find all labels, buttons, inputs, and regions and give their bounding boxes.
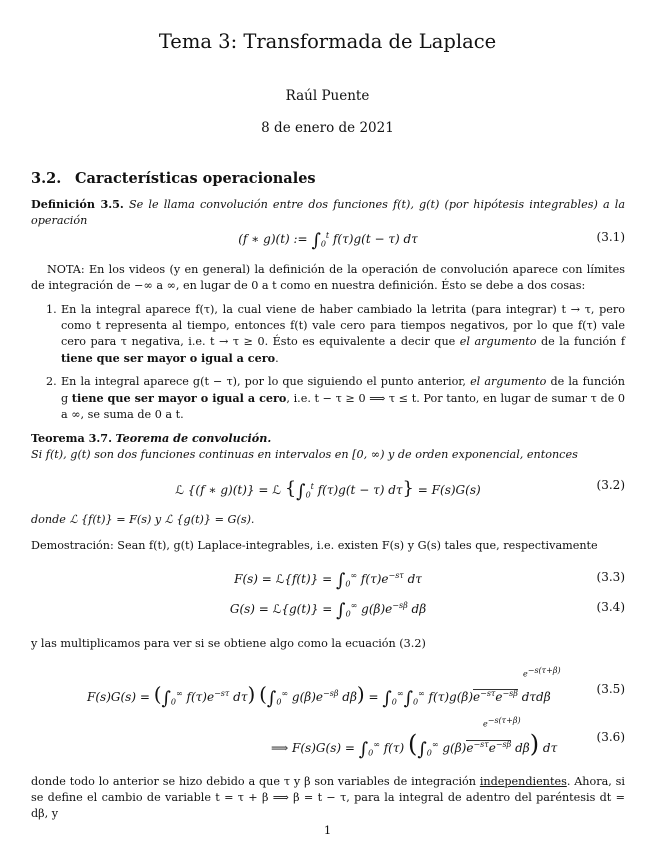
overbrace-label: $e^{-s(\tau+\beta)}$ [483,716,521,729]
equation-body: ⟹ $F(s)G(s) = \int_0^\infty$ f(τ) ($\int_0^\infty$ $g(\beta)e^{-s\tau}e^{-s\beta}$ dβ) dτ [271,730,558,760]
equation-3-2 [31,478,625,502]
equation-tag: (3.2) [596,478,625,492]
page-number: 1 [323,823,332,837]
overbrace-label: $e^{-s(\tau+\beta)}$ [523,666,561,679]
equation-3-5 [31,666,625,709]
equation-3-6 [31,716,625,760]
list-item [31,374,625,423]
list-marker: 2. [46,375,57,388]
list-item-text: En la integral aparece f(τ), la cual viene de haber cambiado la letrita (para integrar) t → τ, pero como t representa al tiempo, entonces f(t) vale cero para tiempos negativos, por lo que f(τ) vale cero para τ negativa, i.e. t → τ ≥ 0. Ésto es equivalente a decir que el argumento de la función f tiene que ser mayor o igual a cero. [61,303,626,365]
note-paragraph: NOTA: En los videos (y en general) la definición de la operación de convolución aparece con límites de integración de −∞ a ∞, en lugar de 0 a t como en nuestra definición. Ésto se debe a dos cosas: [31,263,625,292]
definition-3-5 [31,196,625,229]
equation-body: G(s) = ℒ{g(t)} = $\int_0^\infty$ $g(\beta)e^{-s\beta}$ dβ [229,600,427,621]
equation-tag: (3.3) [596,570,625,584]
equation-3-1 [31,230,625,254]
date: 8 de enero de 2021 [261,120,394,136]
section-heading [31,170,316,187]
equation-3-4 [31,600,625,624]
underlined-word: independientes [479,775,567,788]
equation-body: F(s) = ℒ{f(t)} = $\int_0^\infty$ $f(\tau)e^{-s\tau}$ dτ [234,570,422,591]
equation-tag: (3.1) [596,230,625,244]
equation-tag: (3.5) [596,682,625,696]
list-item [31,302,625,367]
theorem-3-7 [31,430,625,463]
definition-label: Definición 3.5. [31,197,124,211]
author: Raúl Puente [285,88,370,104]
section-title: Características operacionales [75,170,316,187]
equation-body: (f ∗ g)(t) := $\int_0^t$ f(τ)g(t − τ) dτ [238,230,418,251]
equation-body: ℒ {(f ∗ g)(t)} = ℒ {$\int_0^t$ f(τ)g(t − τ) dτ} = F(s)G(s) [175,478,481,502]
where-statement: donde ℒ {f(t)} = F(s) y ℒ {g(t)} = G(s). [31,513,255,526]
proof-intro: Demostración: Sean f(t), g(t) Laplace-integrables, i.e. existen F(s) y G(s) tales que, respectivamente [31,539,598,552]
closing-paragraph: donde todo lo anterior se hizo debido a que τ y β son variables de integración independientes. Ahora, si se define el cambio de variable t = τ + β ⟹ β = t − τ, para la integral de adentro del paréntesis dt = dβ, y [31,775,625,820]
equation-tag: (3.4) [596,600,625,614]
equation-3-3 [31,570,625,594]
theorem-label: Teorema 3.7. [31,431,112,445]
section-number: 3.2. [31,170,62,187]
theorem-text: Si f(t), g(t) son dos funciones continuas en intervalos en [0, ∞) y de orden exponencial, entonces [31,448,578,461]
list-marker: 1. [46,303,57,316]
theorem-name: Teorema de convolución. [115,431,272,445]
definition-text: Se le llama convolución entre dos funciones f(t), g(t) (por hipótesis integrables) a la operación [31,198,625,227]
multiply-paragraph: y las multiplicamos para ver si se obtiene algo como la ecuación (3.2) [31,637,426,650]
document-title: Tema 3: Transformada de Laplace [158,30,497,53]
list-item-text: En la integral aparece g(t − τ), por lo que siguiendo el punto anterior, el argumento de la función g tiene que ser mayor o igual a cero, i.e. t − τ ≥ 0 ⟹ τ ≤ t. Por tanto, en lugar de sumar τ de 0 a ∞, se suma de 0 a t. [61,375,626,421]
equation-tag: (3.6) [596,730,625,744]
equation-body: $F(s)G(s) = (\int_0^\infty$ $f(\tau)e^{-s\tau}$ dτ) ($\int_0^\infty$ $g(\beta)e^{-s\beta}$ $d\beta) = \int_0^\infty\int_0^\infty$ $f(\tau)g(\beta)e^{-s\tau}e^{-s\beta}$ dτdβ [87,682,551,709]
